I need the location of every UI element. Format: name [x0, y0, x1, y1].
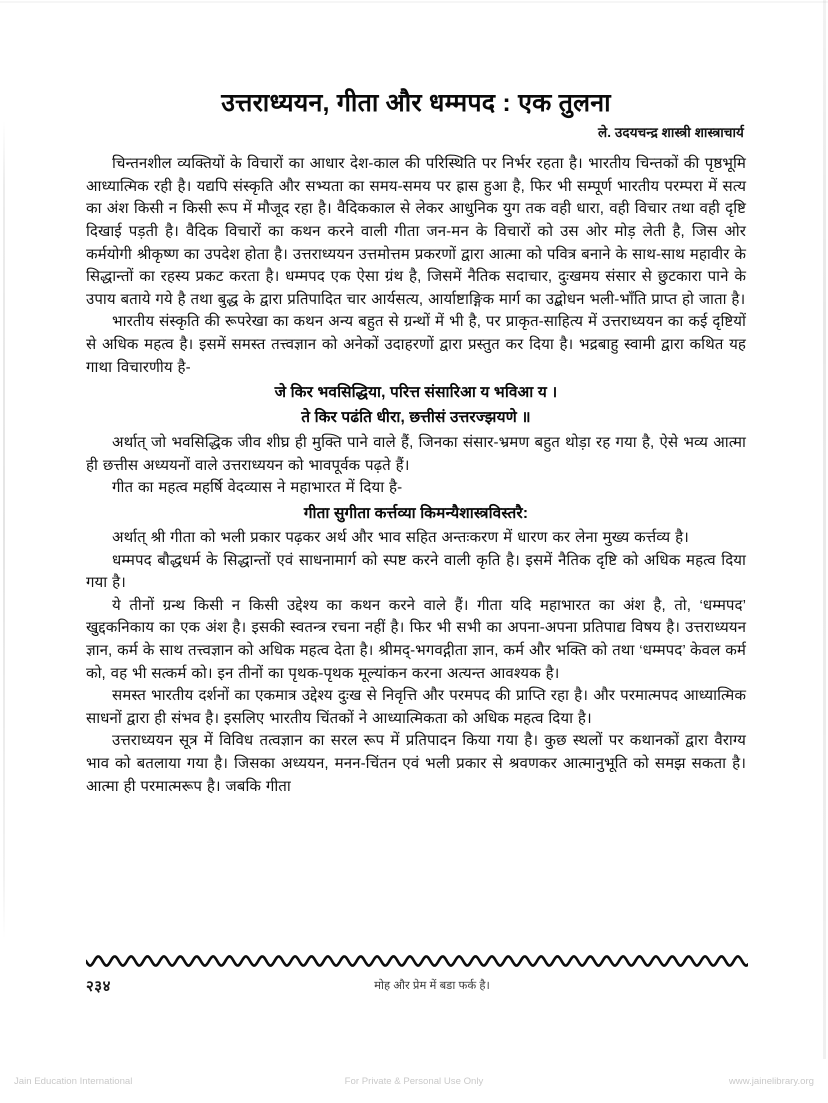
page-title: उत्तराध्ययन, गीता और धम्मपद : एक तुलना: [221, 89, 611, 117]
scan-watermark-left: Jain Education International: [14, 1076, 133, 1087]
body-paragraph: समस्त भारतीय दर्शनों का एकमात्र उद्देश्य दुःख से निवृत्ति और परमपद की प्राप्ति रहा है। और परमात्मपद आध्यात्मिक साधनों द्वारा ही संभव है। इसलिए भारतीय चिंतकों ने आध्यात्मिकता को अधिक महत्व दिया है।: [86, 687, 746, 727]
footer-quote: मोह और प्रेम में बडा फर्क है।: [374, 980, 490, 992]
scan-watermark-bar: [0, 1059, 828, 1103]
verse-line: जे किर भवसिद्धिया, परित्त संसारिआ य भविआ य ।: [274, 384, 558, 402]
page-content: [86, 86, 746, 798]
body-paragraph: गीत का महत्व महर्षि वेदव्यास ने महाभारत में दिया है-: [112, 479, 403, 497]
body-paragraph: अर्थात् श्री गीता को भली प्रकार पढ़कर अर्थ और भाव सहित अन्तःकरण में धारण कर लेना मुख्य कर्त्तव्य है।: [112, 528, 689, 546]
body-paragraph: अर्थात् जो भवसिद्धिक जीव शीघ्र ही मुक्ति पाने वाले हैं, जिनका संसार-भ्रमण बहुत थोड़ा रह गया है, ऐसे भव्य आत्मा ही छत्तीस अध्ययनों वाले उत्तराध्ययन को भावपूर्वक पढ़ते हैं।: [86, 434, 746, 474]
scan-watermark-center: For Private & Personal Use Only: [344, 1076, 484, 1087]
scan-watermark-right[interactable]: www.jainelibrary.org: [728, 1076, 814, 1087]
body-paragraph: भारतीय संस्कृति की रूपरेखा का कथन अन्य बहुत से ग्रन्थों में भी है, पर प्राकृत-साहित्य में उत्तराध्ययन का कई दृष्टियों से अधिक महत्व है। इसमें समस्त तत्त्वज्ञान को अनेकों उदाहरणों द्वारा प्रस्तुत कर दिया है। भद्रबाहु स्वामी द्वारा कथित यह गाथा विचारणीय है-: [86, 313, 746, 376]
body-paragraph: ये तीनों ग्रन्थ किसी न किसी उद्देश्य का कथन करने वाले हैं। गीता यदि महाभारत का अंश है, तो, ‘धम्मपद’ खुद्दकनिकाय का एक अंश है। इसकी स्वतन्त्र रचना नहीं है। फिर भी सभी का अपना-अपना प्रतिपाद्य विषय है। उत्तराध्ययन ज्ञान, कर्म के साथ तत्त्वज्ञान को अधिक महत्व देता है। श्रीमद्-भगवद्गीता ज्ञान, कर्म और भक्ति को तथा ‘धम्मपद’ केवल कर्म को, वह भी सत्कर्म को। इन तीनों का पृथक-पृथक मूल्यांकन करना अत्यन्त आवश्यक है।: [86, 596, 746, 682]
body-paragraph: उत्तराध्ययन सूत्र में विविध तत्वज्ञान का सरल रूप में प्रतिपादन किया गया है। कुछ स्थलों पर कथानकों द्वारा वैराग्य भाव को बतलाया गया है। जिसका अध्ययन, मनन-चिंतन एवं भली प्रकार से श्रवणकर आत्मानुभूति को समझ सकता है। आत्मा ही परमात्मरूप है। जबकि गीता: [86, 732, 746, 795]
body-paragraph: चिन्तनशील व्यक्तियों के विचारों का आधार देश-काल की परिस्थिति पर निर्भर रहता है। भारतीय चिन्तकों की पृष्ठभूमि आध्यात्मिक रही है। यद्यपि संस्कृति और सभ्यता का समय-समय पर ह्रास हुआ है, फिर भी सम्पूर्ण भारतीय परम्परा में सत्य का अंश किसी न किसी रूप में मौजूद रहा है। वैदिककाल से लेकर आधुनिक युग तक वही धारा, वही विचार तथा वही दृष्टि दिखाई पड़ती है। वैदिक विचारों का कथन करने वाली गीता जन-मन के विचारों को उस ओर मोड़ लेती है, जिस ओर कर्मयोगी श्रीकृष्ण का उपदेश होता है। उत्तराध्ययन उत्तमोत्तम प्रकरणों द्वारा आत्मा को पवित्र बनाने के साथ-साथ महावीर के सिद्धान्तों का रहस्य प्रकट करता है। धम्मपद एक ऐसा ग्रंथ है, जिसमें नैतिक सदाचार, दुःखमय संसार से छुटकारा पाने के उपाय बताये गये है तथा बुद्ध के द्वारा प्रतिपादित चार आर्यसत्य, आर्याष्टाङ्गिक मार्ग का उद्बोधन भली-भाँति प्राप्त हो जाता है।: [86, 155, 746, 308]
scan-edge-artifact-left: [3, 120, 5, 940]
scan-edge-artifact-top: [0, 1, 828, 3]
wavy-divider: [86, 952, 748, 970]
folio-page-number: २३४: [86, 978, 111, 995]
sanskrit-shloka-line: गीता सुगीता कर्त्तव्या किमन्यैशास्त्रविस्तरै:: [303, 504, 529, 522]
author-byline: ले. उदयचन्द्र शास्त्री शास्त्राचार्य: [597, 125, 744, 141]
prakrit-verse-block: [86, 381, 746, 429]
page-footer: [86, 976, 748, 1000]
scan-edge-artifact-right: [823, 0, 826, 1060]
verse-line: ते किर पढंति धीरा, छत्तीसं उत्तरज्झयणे ॥: [301, 409, 531, 427]
body-paragraph: धम्मपद बौद्धधर्म के सिद्धान्तों एवं साधनामार्ग को स्पष्ट करने वाली कृति है। इसमें नैतिक दृष्टि को अधिक महत्व दिया गया है।: [86, 551, 746, 592]
